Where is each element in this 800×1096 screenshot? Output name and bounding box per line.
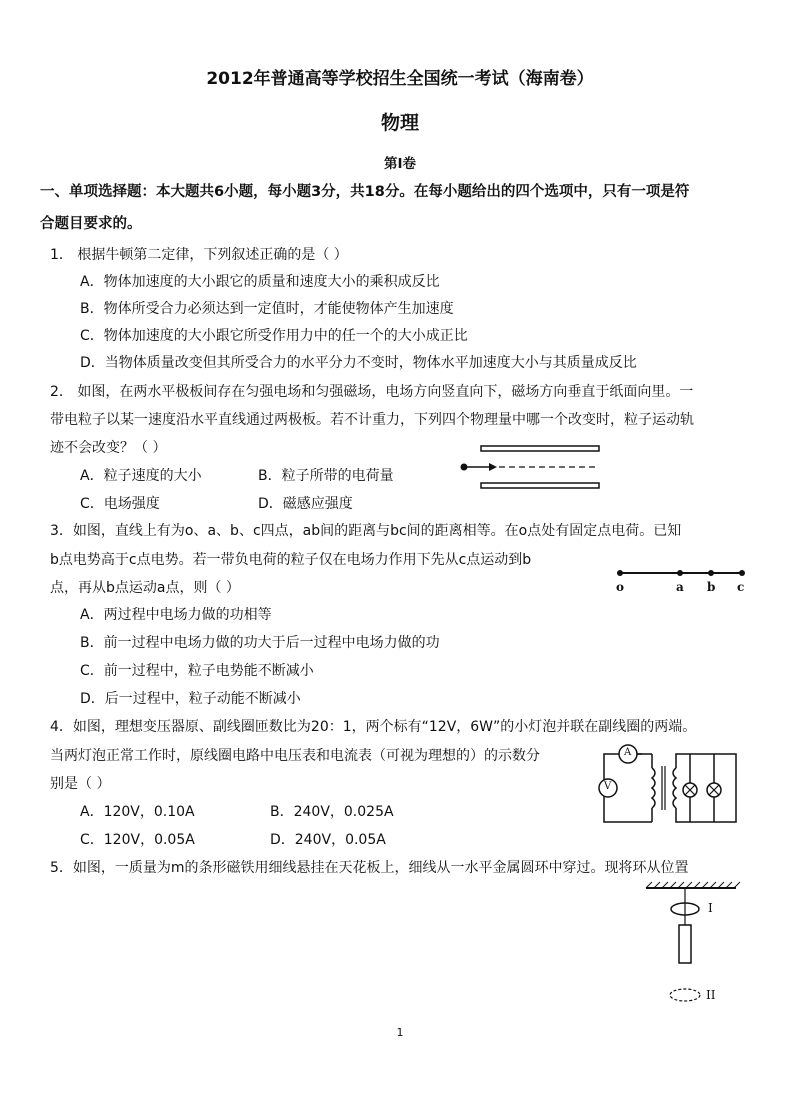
q4-voltmeter-label: V [604,781,612,792]
q5-magnet-figure [640,882,750,1012]
q2-arrow-icon [489,463,497,471]
subject-title: 物理 [380,112,419,134]
q3-option-d: D．后一过程中，粒子动能不断减小 [80,691,301,707]
q2-stem-line1: 2． 如图，在两水平极板间存在匀强电场和匀强磁场，电场方向竖直向下，磁场方向垂直于纸面向里。一 [50,384,694,400]
q4-stem-line3: 别是（ ） [50,776,111,792]
section-heading-line1: 一、单项选择题：本大题共6小题，每小题3分，共18分。在每小题给出的四个选项中，只有一项是符 [40,184,690,200]
q5-label-position-2: II [706,988,716,1002]
q3-option-b: B．前一过程中电场力做的功大于后一过程中电场力做的功 [80,635,440,651]
q4-stem-line1: 4．如图，理想变压器原、副线圈匝数比为20：1，两个标有“12V，6W”的小灯泡并联在副线圈的两端。 [50,719,697,735]
q4-secondary-coil [673,768,676,808]
q3-point-o [617,570,623,576]
section-heading-line2: 合题目要求的。 [40,216,142,232]
q1-option-a: A．物体加速度的大小跟它的质量和速度大小的乘积成反比 [80,274,440,290]
q4-ammeter-label: A [624,747,632,758]
q4-option-d: D．240V，0.05A [270,832,386,848]
q4-option-a: A．120V，0.10A [80,804,195,820]
q4-lamp-2-icon [707,783,721,797]
q4-option-b: B．240V，0.025A [270,804,394,820]
q2-top-plate [481,446,599,451]
q2-option-a: A．粒子速度的大小 [80,468,202,484]
q3-point-c [739,570,745,576]
q3-stem-line2: b点电势高于c点电势。若一带负电荷的粒子仅在电场力作用下先从c点运动到b [50,552,532,568]
q2-option-c: C．电场强度 [80,496,160,512]
q4-lamp-1-icon [683,783,697,797]
q3-label-o: o [616,580,625,594]
q3-label-a: a [676,580,684,594]
q3-point-b [708,570,714,576]
q2-stem-line3: 迹不会改变？（ ） [50,440,167,456]
q4-stem-line2: 当两灯泡正常工作时，原线圈电路中电压表和电流表（可视为理想的）的示数分 [50,748,540,764]
exam-title: 2012年普通高等学校招生全国统一考试（海南卷） [206,69,594,89]
q3-option-c: C．前一过程中，粒子电势能不断减小 [80,663,314,679]
q5-stem-line1: 5．如图，一质量为m的条形磁铁用细线悬挂在天花板上，细线从一水平金属圆环中穿过。现将环从位置 [50,860,689,876]
q3-point-a [677,570,683,576]
q3-label-c: c [737,580,745,594]
q1-option-c: C．物体加速度的大小跟它所受作用力中的任一个的大小成正比 [80,328,468,344]
q5-ring-position-2 [670,989,700,1001]
q5-bar-magnet [679,925,691,963]
q3-label-b: b [707,580,716,594]
q5-label-position-1: I [708,901,713,915]
q1-option-d: D．当物体质量改变但其所受合力的水平分力不变时，物体水平加速度大小与其质量成反比 [80,355,637,371]
q2-option-b: B．粒子所带的电荷量 [258,468,394,484]
q2-plates-figure [455,446,605,494]
q2-option-d: D．磁感应强度 [258,496,353,512]
q2-bottom-plate [481,483,599,488]
q4-primary-coil [652,768,655,808]
q1-stem: 1． 根据牛顿第二定律，下列叙述正确的是（ ） [50,247,348,263]
q4-transformer-figure [596,742,742,830]
q3-option-a: A．两过程中电场力做的功相等 [80,607,272,623]
page-number: 1 [396,1026,404,1039]
q2-stem-line2: 带电粒子以某一速度沿水平直线通过两极板。若不计重力，下列四个物理量中哪一个改变时，粒子运动轨 [50,412,694,428]
q2-particle [461,464,468,471]
q3-stem-line3: 点，再从b点运动a点，则（ ） [50,580,240,596]
q1-option-b: B．物体所受合力必须达到一定值时，才能使物体产生加速度 [80,301,454,317]
q3-stem-line1: 3．如图，直线上有为o、a、b、c四点，ab间的距离与bc间的距离相等。在o点处有固定点电荷。已知 [50,523,682,539]
q4-option-c: C．120V，0.05A [80,832,195,848]
part-title: 第I卷 [383,156,417,172]
